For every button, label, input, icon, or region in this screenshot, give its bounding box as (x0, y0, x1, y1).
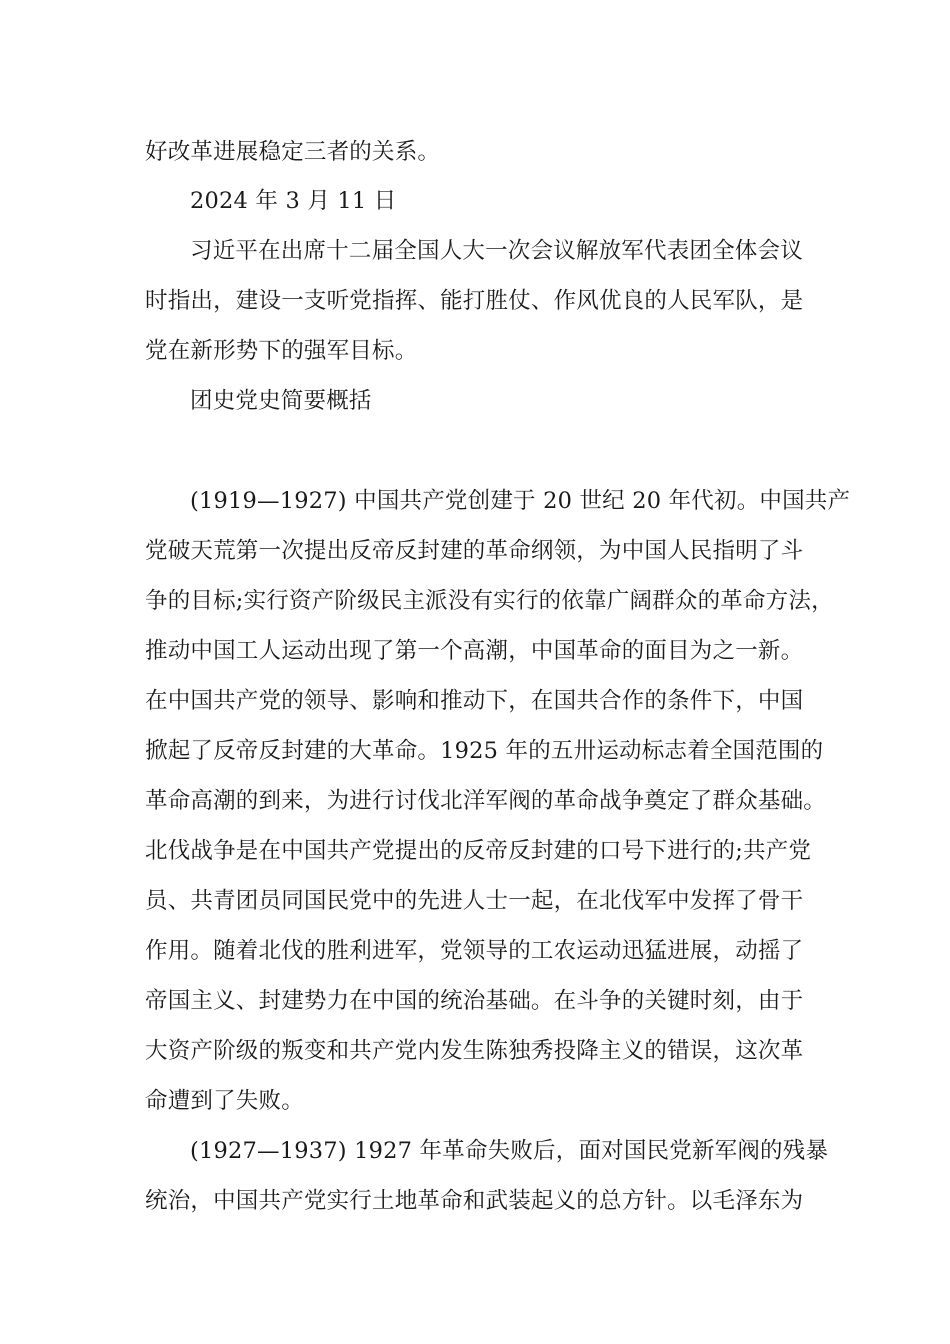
text-line: 大资产阶级的叛变和共产党内发生陈独秀投降主义的错误，这次革 (145, 1038, 804, 1064)
text-line: 革命高潮的到来，为进行讨伐北洋军阀的革命战争奠定了群众基础。 (145, 788, 827, 814)
text-line: 北伐战争是在中国共产党提出的反帝反封建的口号下进行的;共产党 (145, 838, 812, 864)
text-line: 作用。随着北伐的胜利进军，党领导的工农运动迅猛进展，动摇了 (145, 938, 804, 964)
text-line: (1919—1927) 中国共产党创建于 20 世纪 20 年代初。中国共产 (190, 488, 851, 514)
text-line: 好改革进展稳定三者的关系。 (145, 139, 441, 165)
text-line: 命遭到了失败。 (145, 1088, 304, 1114)
text-line: 在中国共产党的领导、影响和推动下，在国共合作的条件下，中国 (145, 688, 804, 714)
text-line: 争的目标;实行资产阶级民主派没有实行的依靠广阔群众的革命方法， (145, 588, 834, 614)
text-line: 推动中国工人运动出现了第一个高潮，中国革命的面目为之一新。 (145, 638, 804, 664)
text-line: 帝国主义、封建势力在中国的统治基础。在斗争的关键时刻，由于 (145, 988, 804, 1014)
text-line: 时指出，建设一支听党指挥、能打胜仗、作风优良的人民军队，是 (145, 288, 804, 314)
text-line: 党破天荒第一次提出反帝反封建的革命纲领，为中国人民指明了斗 (145, 538, 804, 564)
text-line: 统治，中国共产党实行土地革命和武装起义的总方针。以毛泽东为 (145, 1188, 804, 1214)
text-line: (1927—1937) 1927 年革命失败后，面对国民党新军阀的残暴 (190, 1138, 829, 1164)
text-line: 党在新形势下的强军目标。 (145, 338, 418, 364)
section-heading: 团史党史简要概括 (190, 388, 372, 414)
text-line: 习近平在出席十二届全国人大一次会议解放军代表团全体会议 (190, 238, 803, 264)
text-line: 员、共青团员同国民党中的先进人士一起，在北伐军中发挥了骨干 (145, 888, 804, 914)
date-line: 2024 年 3 月 11 日 (190, 188, 397, 214)
text-line: 掀起了反帝反封建的大革命。1925 年的五卅运动标志着全国范围的 (145, 738, 824, 764)
